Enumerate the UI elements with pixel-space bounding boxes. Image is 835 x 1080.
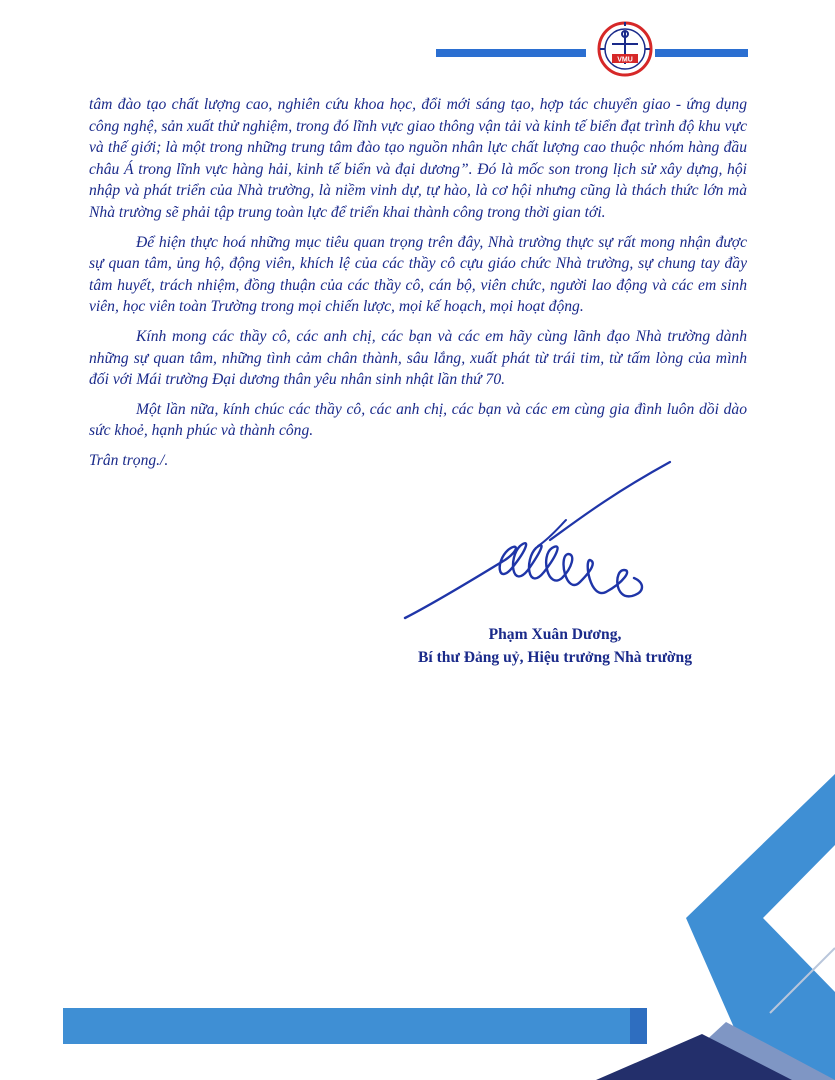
signer-name: Phạm Xuân Dương,: [488, 626, 622, 643]
footer-bar-end: [630, 1008, 647, 1044]
footer-bar-main: [63, 1008, 630, 1044]
handwritten-signature: [400, 450, 680, 630]
deco-line-grey: [770, 948, 835, 1013]
paragraph: Kính mong các thầy cô, các anh chị, các bạn và các em hãy cùng lãnh đạo Nhà trường dành những sự quan tâm, những tình cảm chân thành, sâu lắng, xuất phát từ trái tim, từ tấm lòng của mình đối với Mái trường Đại dương thân yêu nhân sinh nhật lần thứ 70.: [89, 327, 747, 389]
signer-title: Bí thư Đảng uỷ, Hiệu trưởng Nhà trường: [417, 649, 693, 666]
logo-text: VMU: [617, 56, 633, 64]
triangle-navy: [596, 1034, 792, 1080]
vmu-logo-icon: [596, 20, 654, 78]
triangle-mid-blue: [663, 1022, 835, 1080]
paragraph: tâm đào tạo chất lượng cao, nghiên cứu khoa học, đổi mới sáng tạo, hợp tác chuyển giao - ứng dụng công nghệ, sản xuất thử nghiệm, trong đó lĩnh vực giao thông vận tải và kinh tế biển đạt trình độ khu vực và thế giới; là một trong những trung tâm đào tạo nguồn nhân lực chất lượng cao thuộc nhóm hàng đầu châu Á trong lĩnh vực hàng hải, kinh tế biển và đại dương”. Đó là mốc son trong lịch sử xây dựng, hội nhập và phát triển của Nhà trường, là niềm vinh dự, tự hào, là cơ hội nhưng cũng là thách thức lớn mà Nhà trường sẽ phải tập trung toàn lực để triển khai thành công trong thời gian tới.: [89, 96, 747, 221]
header-bar-right: [655, 49, 748, 57]
paragraph: Để hiện thực hoá những mục tiêu quan trọng trên đây, Nhà trường thực sự rất mong nhận được sự quan tâm, ủng hộ, động viên, khích lệ của các thầy cô cựu giáo chức Nhà trường, sự chung tay đầy tâm huyết, trách nhiệm, đồng thuận của các thầy cô, cán bộ, viên chức, người lao động và các em sinh viên, học viên toàn Trường trong mọi chiến lược, mọi kế hoạch, mọi hoạt động.: [89, 233, 747, 316]
paragraph: Một lần nữa, kính chúc các thầy cô, các anh chị, các bạn và các em cùng gia đình luôn dồi dào sức khoẻ, hạnh phúc và thành công.: [89, 400, 747, 440]
closing-line: Trân trọng./.: [89, 451, 169, 469]
header-bar-left: [436, 49, 586, 57]
letter-body: [89, 94, 747, 480]
chevron-light-blue: [686, 774, 835, 1080]
